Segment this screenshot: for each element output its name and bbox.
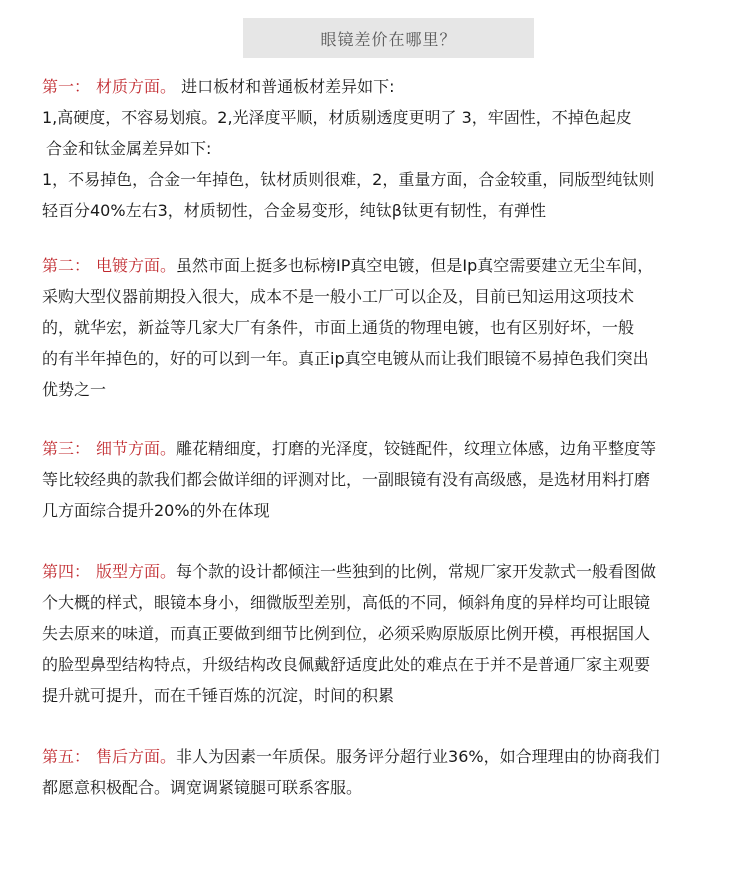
section-label: 第五：	[42, 747, 91, 766]
paragraph-line: 1，不易掉色，合金一年掉色，钛材质则很难，2，重量方面，合金较重，同版型纯钛则	[42, 170, 655, 189]
section-topic: 材质方面。	[96, 77, 177, 96]
paragraph-line: 每个款的设计都倾注一些独到的比例，常规厂家开发款式一般看图做	[176, 562, 657, 581]
paragraph-line: 1,高硬度，不容易划痕。2,光泽度平顺，材质剔透度更明了 3，牢固性，不掉色起皮	[42, 108, 632, 127]
section-label: 第二：	[42, 256, 91, 275]
section-label: 第一：	[42, 77, 91, 96]
section-first-line	[42, 741, 737, 772]
article-body	[42, 71, 737, 803]
paragraph-line: 都愿意积极配合。调宽调紧镜腿可联系客服。	[42, 778, 363, 797]
section-details	[42, 433, 737, 526]
paragraph-line: 优势之一	[42, 380, 107, 399]
section-label: 第三：	[42, 439, 91, 458]
title-banner	[243, 18, 534, 58]
paragraph-line: 失去原来的味道，而真正要做到细节比例到位，必须采购原版原比例开模，再根据国人	[42, 624, 651, 643]
section-topic: 售后方面。	[96, 747, 177, 766]
paragraph-line: 进口板材和普通板材差异如下:	[181, 77, 395, 96]
paragraph-line: 合金和钛金属差异如下:	[46, 139, 212, 158]
section-first-line	[42, 556, 737, 587]
section-first-line	[42, 433, 737, 464]
page-title: 眼镜差价在哪里？	[320, 29, 457, 49]
section-after-sales	[42, 741, 737, 803]
paragraph-line: 雕花精细度，打磨的光泽度，铰链配件，纹理立体感，边角平整度等	[176, 439, 657, 458]
paragraph-line: 几方面综合提升20%的外在体现	[42, 501, 270, 520]
section-frame-design	[42, 556, 737, 711]
section-plating	[42, 250, 737, 405]
paragraph-line: 提升就可提升，而在千锤百炼的沉淀，时间的积累	[42, 686, 395, 705]
paragraph-line: 的有半年掉色的，好的可以到一年。真正ip真空电镀从而让我们眼镜不易掉色我们突出	[42, 349, 649, 368]
section-first-line	[42, 71, 737, 102]
paragraph-line: 轻百分40%左右3，材质韧性，合金易变形，纯钛β钛更有韧性，有弹性	[42, 201, 546, 220]
paragraph-line: 的脸型鼻型结构特点，升级结构改良佩戴舒适度此处的难点在于并不是普通厂家主观要	[42, 655, 651, 674]
paragraph-line: 虽然市面上挺多也标榜IP真空电镀，但是Ip真空需要建立无尘车间，	[176, 256, 654, 275]
section-topic: 版型方面。	[96, 562, 177, 581]
section-topic: 电镀方面。	[96, 256, 177, 275]
paragraph-line: 的，就华宏，新益等几家大厂有条件，市面上通货的物理电镀，也有区别好坏，一般	[42, 318, 635, 337]
section-topic: 细节方面。	[96, 439, 177, 458]
paragraph-line: 个大概的样式，眼镜本身小，细微版型差别，高低的不同，倾斜角度的异样均可让眼镜	[42, 593, 651, 612]
section-label: 第四：	[42, 562, 91, 581]
paragraph-line: 等比较经典的款我们都会做详细的评测对比，一副眼镜有没有高级感，是选材用料打磨	[42, 470, 651, 489]
section-material	[42, 71, 737, 226]
paragraph-line: 非人为因素一年质保。服务评分超行业36%，如合理理由的协商我们	[176, 747, 660, 766]
paragraph-line: 采购大型仪器前期投入很大，成本不是一般小工厂可以企及，目前已知运用这项技术	[42, 287, 635, 306]
section-first-line	[42, 250, 737, 281]
